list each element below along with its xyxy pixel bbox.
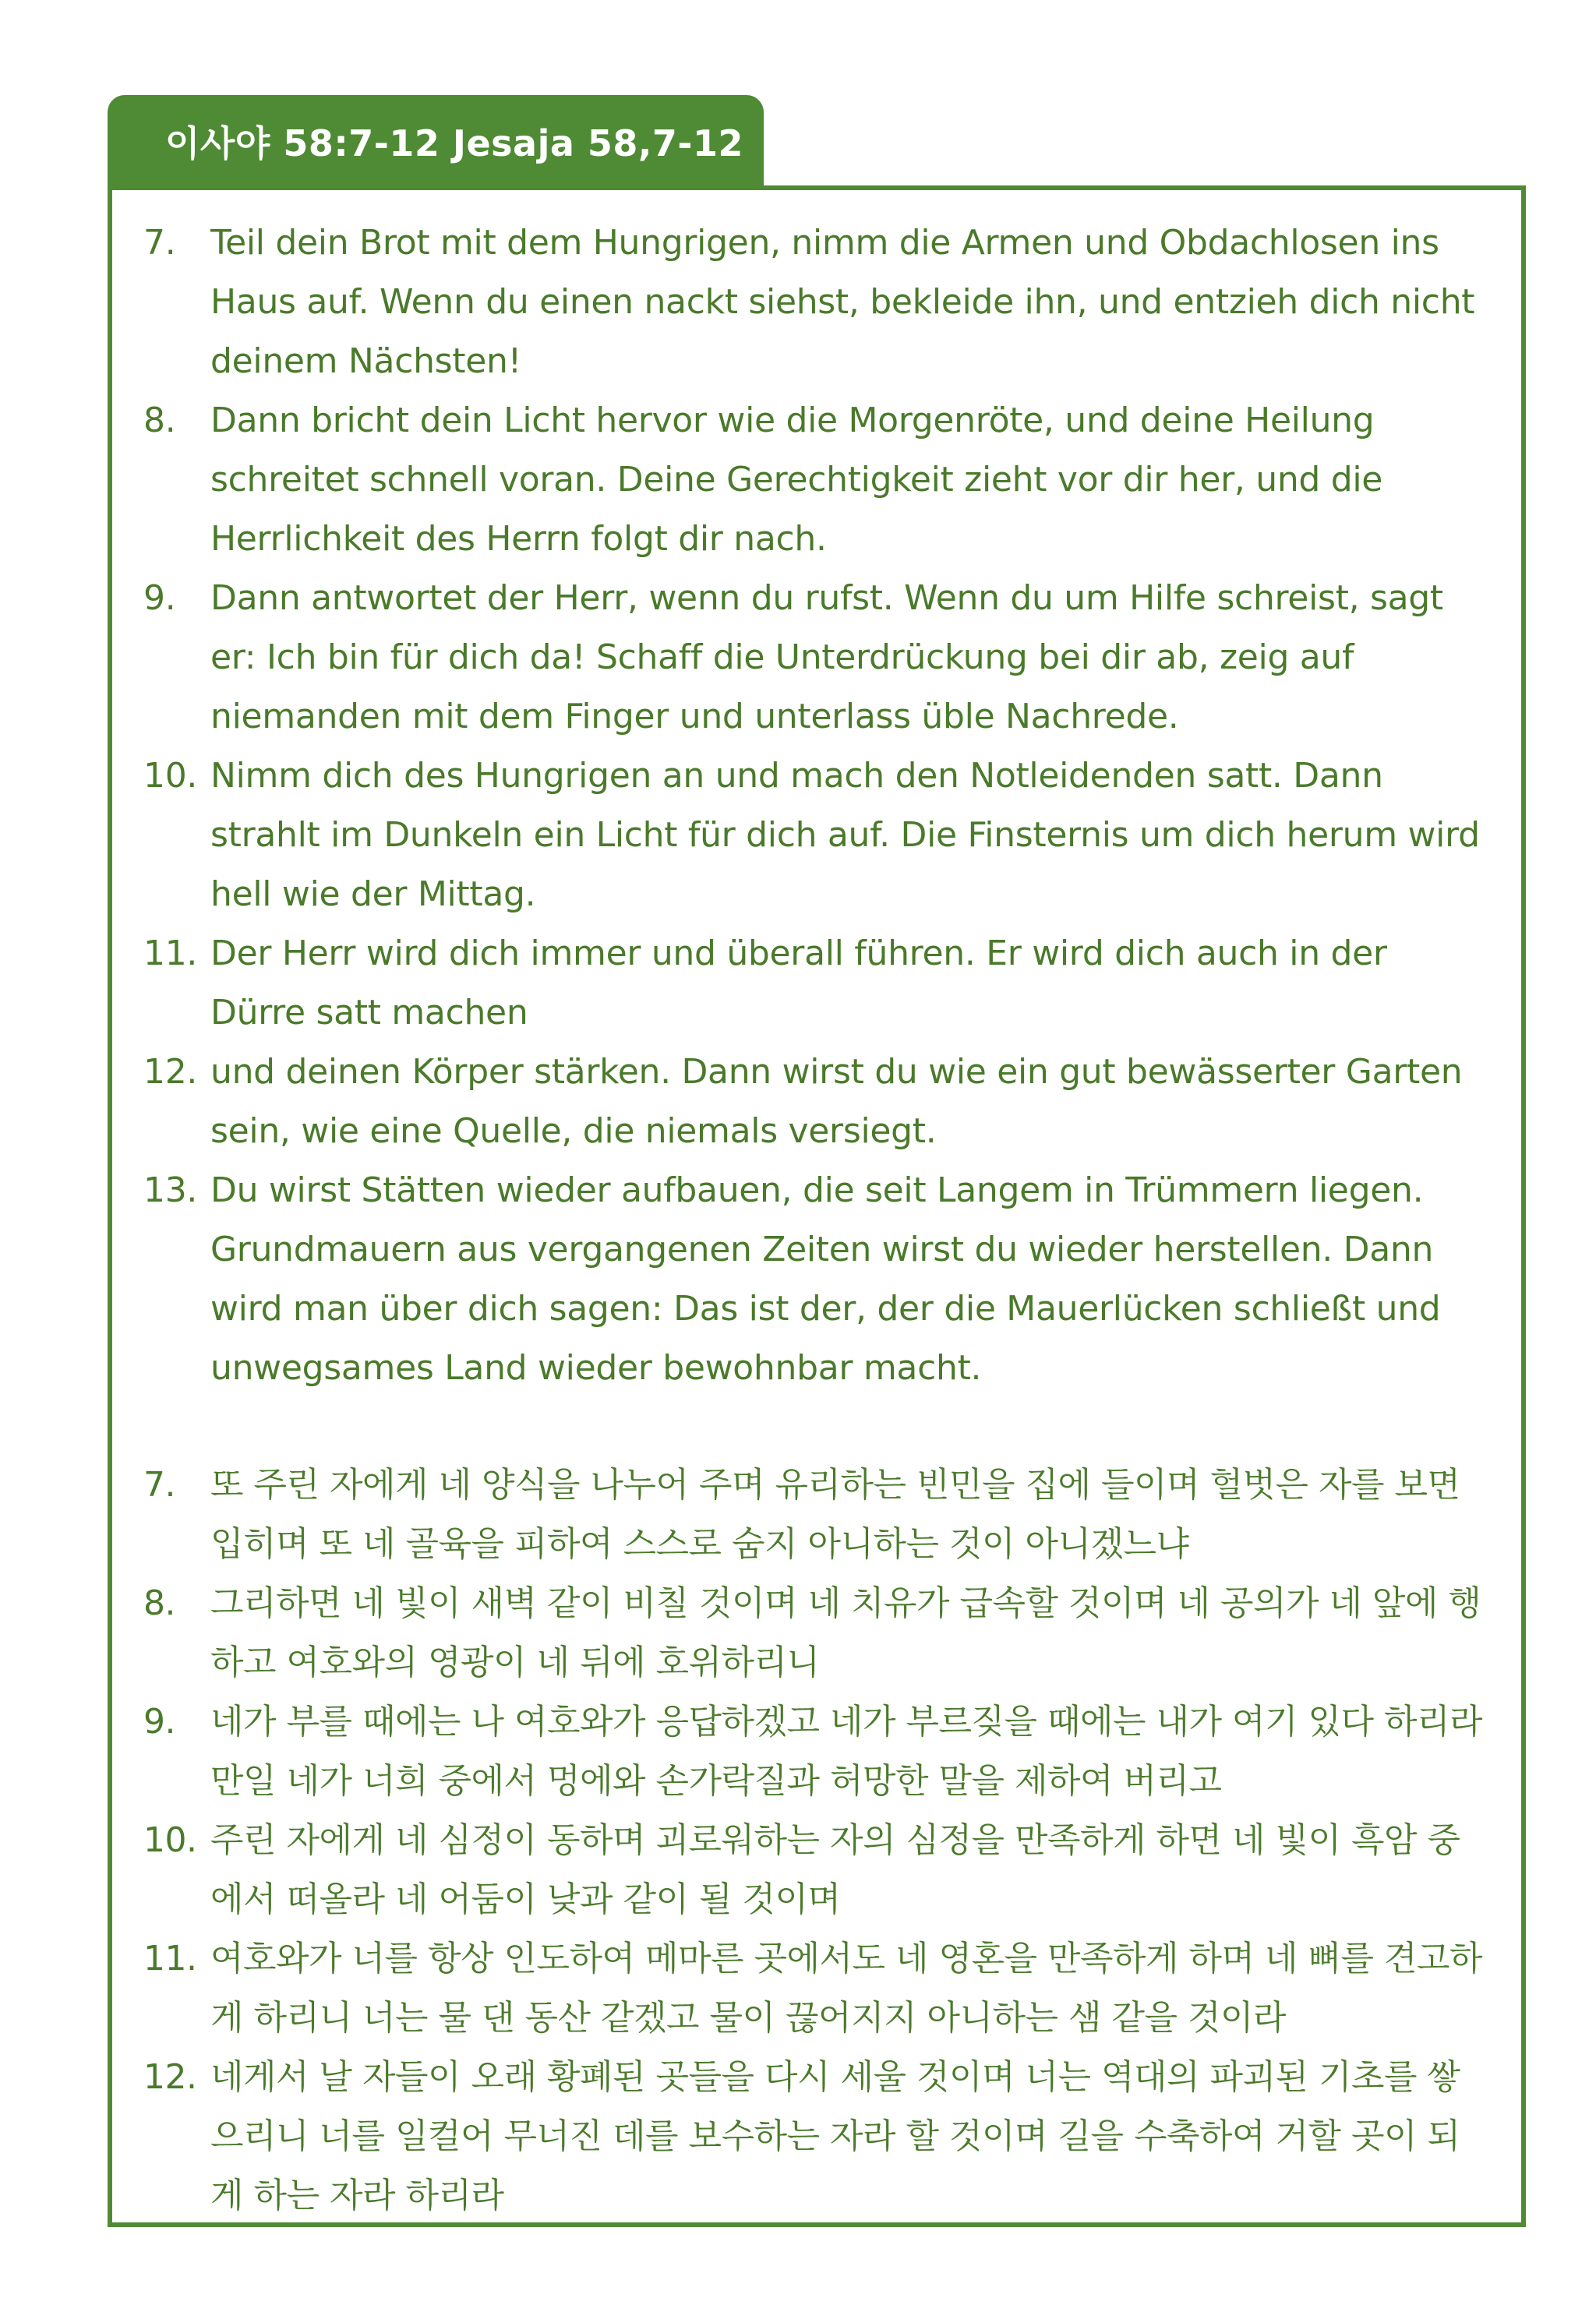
passage-title-tab (108, 95, 764, 187)
verse-number: 10. (143, 1820, 197, 1860)
verse-number: 9. (143, 1702, 175, 1742)
german-verse-13 (143, 1161, 1490, 1398)
german-verse-list (143, 214, 1490, 1398)
korean-verse-11 (143, 1929, 1490, 2048)
verse-text: 그리하면 네 빛이 새벽 같이 비칠 것이며 네 치유가 급속할 것이며 네 공의가 네 앞에 행하고 여호와의 영광이 네 뒤에 호위하리니 (210, 1583, 1481, 1682)
passage-title: 이사야 58:7-12 Jesaja 58,7-12 (165, 122, 744, 164)
verse-number: 13. (143, 1170, 198, 1210)
korean-verse-9 (143, 1693, 1490, 1811)
verse-text: Du wirst Stätten wieder aufbauen, die seit Langem in Trümmern liegen. Grundmauern aus vergangenen Zeiten wirst du wieder herstellen. Dann wird man über dich sagen: Das ist der, der die Mauerlücken schließt und unwegsames Land wieder bewohnbar macht. (210, 1170, 1441, 1388)
verse-text: 네게서 날 자들이 오래 황폐된 곳들을 다시 세울 것이며 너는 역대의 파괴된 기초를 쌓으리니 너를 일컬어 무너진 데를 보수하는 자라 할 것이며 길을 수축하여 거할 곳이 되게 하는 자라 하리라 (210, 2057, 1460, 2215)
verse-text: 여호와가 너를 항상 인도하여 메마른 곳에서도 네 영혼을 만족하게 하며 네 뼈를 견고하게 하리니 너는 물 댄 동산 같겠고 물이 끊어지지 아니하는 샘 같을 것이라 (210, 1939, 1482, 2038)
korean-verse-8 (143, 1574, 1490, 1693)
verse-text: 네가 부를 때에는 나 여호와가 응답하겠고 네가 부르짖을 때에는 내가 여기 있다 하리라 만일 네가 너희 중에서 멍에와 손가락질과 허망한 말을 제하여 버리고 (210, 1702, 1482, 1801)
verse-number: 9. (143, 578, 176, 618)
german-verse-9 (143, 569, 1490, 747)
verse-text: und deinen Körper stärken. Dann wirst du wie ein gut bewässerter Garten sein, wie eine Quelle, die niemals versiegt. (210, 1052, 1463, 1151)
passage-box (108, 185, 1526, 2227)
korean-verse-10 (143, 1811, 1490, 1929)
korean-verse-7 (143, 1456, 1490, 1574)
verse-text: 주린 자에게 네 심정이 동하며 괴로워하는 자의 심정을 만족하게 하면 네 빛이 흑암 중에서 떠올라 네 어둠이 낮과 같이 될 것이며 (210, 1820, 1460, 1919)
german-verse-7 (143, 214, 1490, 391)
verse-number: 8. (143, 401, 176, 440)
verse-number: 7. (143, 1465, 175, 1505)
korean-verse-12 (143, 2048, 1490, 2226)
verse-number: 11. (143, 934, 198, 973)
german-verse-12 (143, 1043, 1490, 1161)
german-verse-10 (143, 747, 1490, 924)
verse-text: Dann bricht dein Licht hervor wie die Morgenröte, und deine Heilung schreitet schnell voran. Deine Gerechtigkeit zieht vor dir her, und die Herrlichkeit des Herrn folgt dir nach. (210, 401, 1383, 559)
verse-text: 또 주린 자에게 네 양식을 나누어 주며 유리하는 빈민을 집에 들이며 헐벗은 자를 보면 입히며 또 네 골육을 피하여 스스로 숨지 아니하는 것이 아니겠느냐 (210, 1465, 1460, 1564)
verse-number: 12. (143, 1052, 198, 1092)
verse-number: 7. (143, 223, 176, 263)
verse-number: 12. (143, 2057, 197, 2097)
verse-number: 10. (143, 756, 198, 796)
german-verse-11 (143, 924, 1490, 1043)
verse-text: Der Herr wird dich immer und überall führen. Er wird dich auch in der Dürre satt machen (210, 934, 1387, 1032)
verse-text: Nimm dich des Hungrigen an und mach den Notleidenden satt. Dann strahlt im Dunkeln ein Licht für dich auf. Die Finsternis um dich herum wird hell wie der Mittag. (210, 756, 1480, 914)
verse-text: Dann antwortet der Herr, wenn du rufst. Wenn du um Hilfe schreist, sagt er: Ich bin für dich da! Schaff die Unterdrückung bei dir ab, zeig auf niemanden mit dem Finger und unterlass üble Nachrede. (210, 578, 1443, 736)
german-verse-8 (143, 391, 1490, 569)
verse-number: 11. (143, 1939, 197, 1978)
verse-number: 8. (143, 1583, 175, 1623)
korean-verse-list (143, 1456, 1490, 2226)
verse-text: Teil dein Brot mit dem Hungrigen, nimm die Armen und Obdachlosen ins Haus auf. Wenn du einen nackt siehst, bekleide ihn, und entzieh dich nicht deinem Nächsten! (210, 223, 1475, 381)
